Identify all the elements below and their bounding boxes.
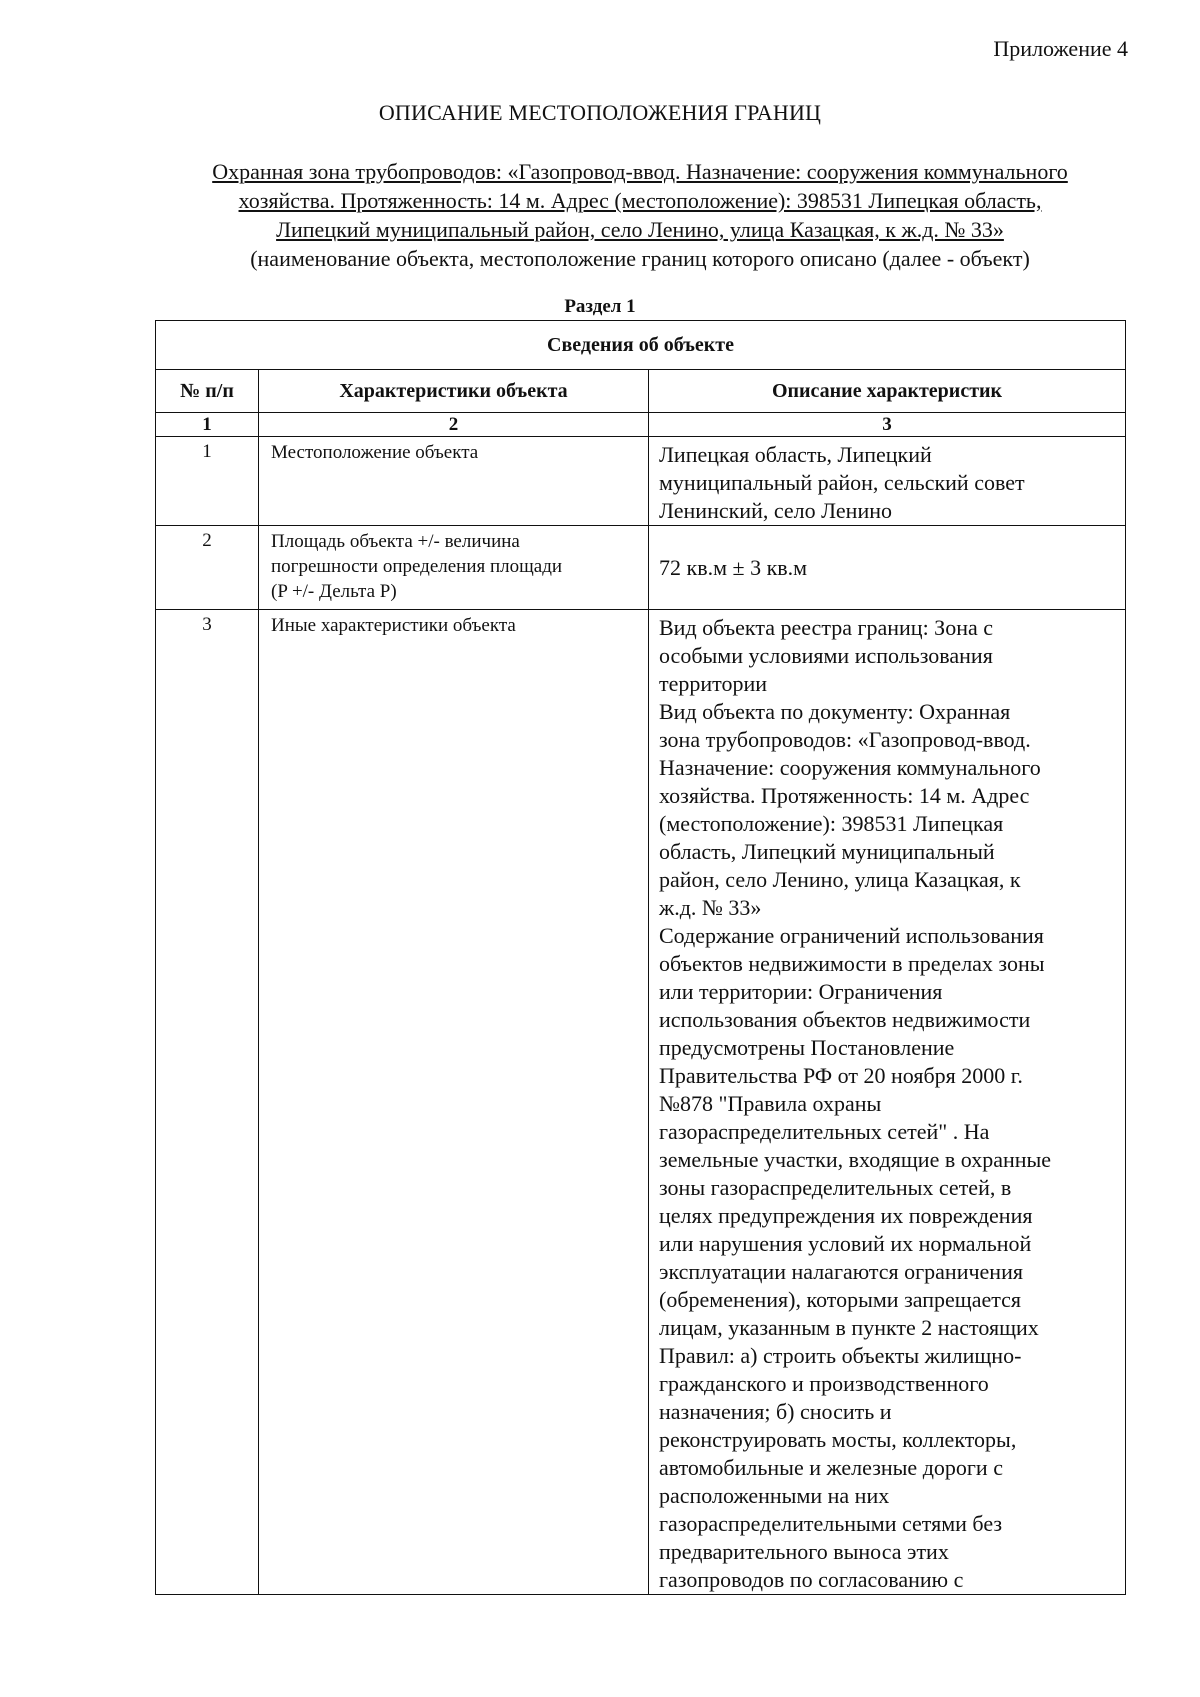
cell-text-line: объектов недвижимости в пределах зоны [659, 951, 1045, 976]
table-row [156, 526, 1126, 610]
cell-text-line: (обременения), которыми запрещается [659, 1287, 1022, 1312]
cell-text-line: (P +/- Дельта P) [271, 581, 397, 602]
cell-text-line: эксплуатации налагаются ограничения [659, 1259, 1023, 1284]
cell-text-line: Назначение: сооружения коммунального [659, 755, 1041, 780]
row-description [649, 526, 1126, 610]
cell-text-line: назначения; б) сносить и [659, 1399, 892, 1424]
row-description [649, 437, 1126, 526]
cell-text-line: предварительного выноса этих [659, 1539, 949, 1564]
cell-text-line: зоны газораспределительных сетей, в [659, 1175, 1012, 1200]
cell-text-line: лицам, указанным в пункте 2 настоящих [659, 1315, 1039, 1340]
appendix-label: Приложение 4 [993, 36, 1128, 61]
cell-text-line: особыми условиями использования [659, 643, 993, 668]
object-name-block [150, 157, 1130, 273]
header-description: Описание характеристик [649, 370, 1126, 413]
cell-text-line: 72 кв.м ± 3 кв.м [659, 554, 808, 580]
cell-text-line: Правил: а) строить объекты жилищно- [659, 1343, 1022, 1368]
header-characteristic: Характеристики объекта [259, 370, 649, 413]
row-number: 1 [156, 437, 259, 526]
object-info-table [155, 320, 1126, 1595]
column-number-row [156, 413, 1126, 437]
cell-text-line: автомобильные и железные дороги с [659, 1455, 1003, 1480]
row-characteristic [259, 610, 649, 1595]
object-name-line: Охранная зона трубопроводов: «Газопровод-ввод. Назначение: сооружения коммунального [212, 159, 1068, 184]
row-description [649, 610, 1126, 1595]
cell-text-line: Правительства РФ от 20 ноября 2000 г. [659, 1063, 1023, 1088]
row-number: 3 [156, 610, 259, 1595]
column-number: 2 [259, 413, 649, 437]
table-row [156, 610, 1126, 1595]
cell-text-line: муниципальный район, сельский совет [659, 470, 1025, 495]
cell-text-line: реконструировать мосты, коллекторы, [659, 1427, 1017, 1452]
table-header-row [156, 370, 1126, 413]
header-number: № п/п [156, 370, 259, 413]
object-name-line: хозяйства. Протяженность: 14 м. Адрес (местоположение): 398531 Липецкая область, [238, 188, 1042, 213]
column-number: 3 [649, 413, 1126, 437]
row-number: 2 [156, 526, 259, 610]
cell-text-line: ж.д. № 33» [659, 895, 762, 920]
cell-text-line: земельные участки, входящие в охранные [659, 1147, 1052, 1172]
cell-text-line: предусмотрены Постановление [659, 1035, 955, 1060]
cell-text-line: район, село Ленино, улица Казацкая, к [659, 867, 1021, 892]
table-caption-row [156, 321, 1126, 370]
section-label: Раздел 1 [564, 296, 636, 317]
cell-text-line: Липецкая область, Липецкий [659, 442, 932, 467]
cell-text-line: Площадь объекта +/- величина [271, 531, 520, 552]
cell-text-line: Вид объекта по документу: Охранная [659, 699, 1011, 724]
cell-text-line: или нарушения условий их нормальной [659, 1231, 1032, 1256]
cell-text-line: газораспределительными сетями без [659, 1511, 1003, 1536]
cell-text-line: или территории: Ограничения [659, 979, 943, 1004]
cell-text-line: территории [659, 671, 768, 696]
cell-text-line: Местоположение объекта [271, 442, 479, 463]
cell-text-line: №878 "Правила охраны [659, 1091, 882, 1116]
cell-text-line: Вид объекта реестра границ: Зона с [659, 615, 994, 640]
cell-text-line: использования объектов недвижимости [659, 1007, 1031, 1032]
table-caption: Сведения об объекте [156, 321, 1126, 370]
cell-text-line: Содержание ограничений использования [659, 923, 1044, 948]
cell-text-line: (местоположение): 398531 Липецкая [659, 811, 1004, 836]
cell-text-line: Иные характеристики объекта [271, 615, 516, 636]
cell-text-line: хозяйства. Протяженность: 14 м. Адрес [659, 783, 1030, 808]
cell-text-line: целях предупреждения их повреждения [659, 1203, 1033, 1228]
cell-text-line: погрешности определения площади [271, 556, 563, 577]
cell-text-line: область, Липецкий муниципальный [659, 839, 995, 864]
column-number: 1 [156, 413, 259, 437]
cell-text-line: зона трубопроводов: «Газопровод-ввод. [659, 727, 1031, 752]
document-title: ОПИСАНИЕ МЕСТОПОЛОЖЕНИЯ ГРАНИЦ [378, 100, 822, 125]
row-characteristic [259, 526, 649, 610]
object-name-line: Липецкий муниципальный район, село Ленино, улица Казацкая, к ж.д. № 33» [276, 217, 1004, 242]
cell-text-line: Ленинский, село Ленино [659, 498, 892, 523]
cell-text-line: гражданского и производственного [659, 1371, 989, 1396]
object-name-note: (наименование объекта, местоположение границ которого описано (далее - объект) [250, 246, 1030, 271]
cell-text-line: расположенными на них [659, 1483, 890, 1508]
row-characteristic [259, 437, 649, 526]
table-row [156, 437, 1126, 526]
cell-text-line: газораспределительных сетей" . На [659, 1119, 990, 1144]
cell-text-line: газопроводов по согласованию с [659, 1567, 964, 1592]
